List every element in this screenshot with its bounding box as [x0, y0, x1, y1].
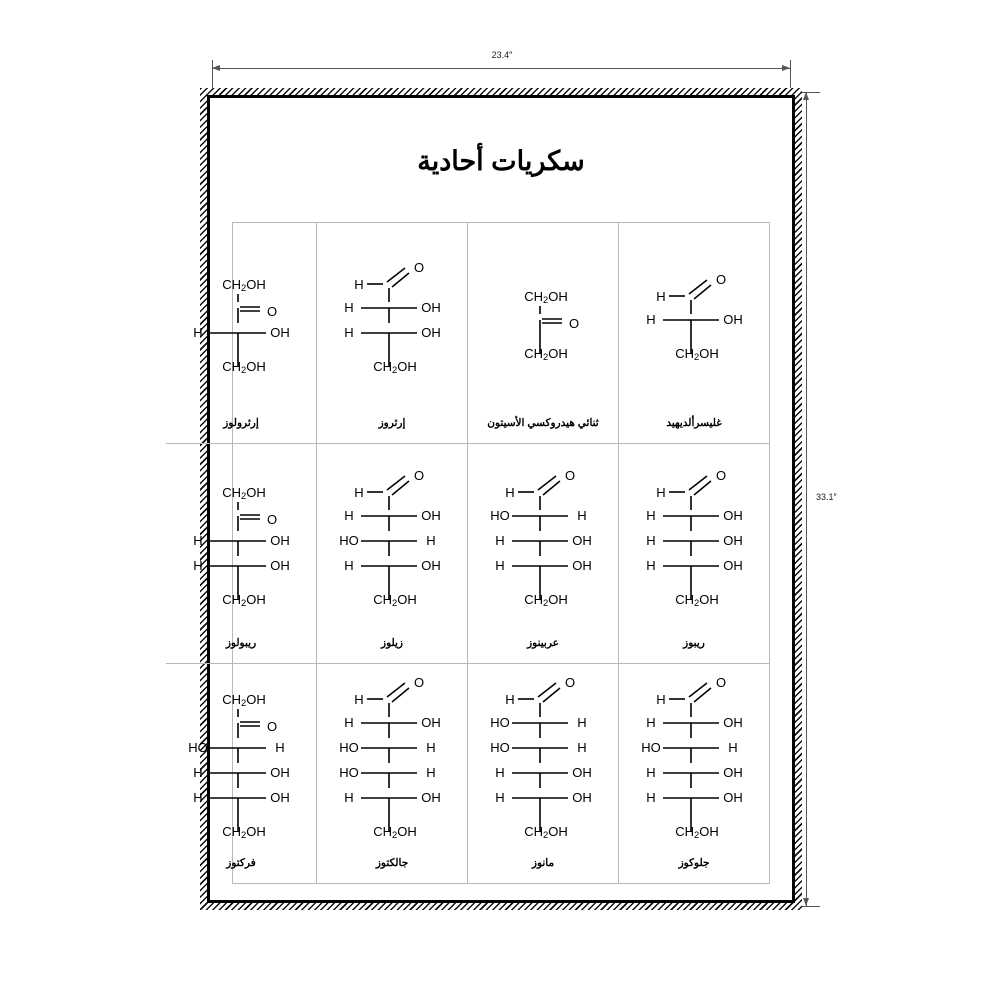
- molecule-structure: [468, 444, 618, 637]
- bond-carbonyl-a: [387, 268, 405, 282]
- substituent-right: OH: [270, 557, 290, 573]
- molecule-structure: [166, 444, 316, 637]
- molecule-structure: [166, 664, 316, 857]
- molecule-cell: [467, 443, 618, 663]
- molecule-structure: [317, 664, 467, 857]
- substituent-right: OH: [572, 532, 592, 548]
- substituent-right: OH: [572, 790, 592, 806]
- molecule-name-label: مانوز: [531, 857, 555, 870]
- atom-h-top: H: [354, 692, 364, 708]
- atom-o-carbonyl: O: [564, 469, 576, 483]
- substituent-right: OH: [723, 507, 743, 523]
- substituent-right: OH: [270, 790, 290, 806]
- bond-carbonyl-a: [689, 683, 707, 697]
- molecule-structure: [619, 664, 769, 857]
- group-ch2oh-bottom: CH2OH: [524, 591, 568, 608]
- substituent-left: HO: [339, 740, 359, 756]
- molecule-cell: [166, 443, 316, 663]
- molecule-structure: [317, 223, 467, 417]
- substituent-left: H: [193, 765, 203, 781]
- atom-h-top: H: [656, 484, 666, 500]
- substituent-right: OH: [723, 715, 743, 731]
- fischer-projection: [317, 470, 467, 612]
- group-ch2oh-bottom: CH2OH: [373, 591, 417, 608]
- substituent-right: OH: [421, 507, 441, 523]
- molecule-name-label: ريبولوز: [225, 637, 257, 650]
- height-dimension-label: 33.1″: [816, 492, 837, 502]
- substituent-left: H: [193, 324, 203, 340]
- group-ch2oh-bottom: CH2OH: [222, 824, 266, 841]
- dimension-tick-right: [790, 60, 791, 90]
- molecule-name-label: جالكتوز: [375, 857, 409, 870]
- atom-o-keto: O: [266, 719, 278, 735]
- substituent-left: HO: [339, 765, 359, 781]
- molecule-structure: [166, 223, 316, 417]
- substituent-left: H: [495, 790, 505, 806]
- molecule-structure: [468, 223, 618, 417]
- substituent-right: OH: [270, 765, 290, 781]
- atom-o-carbonyl: O: [564, 677, 576, 691]
- molecule-cell: [316, 443, 467, 663]
- fischer-projection: [166, 262, 316, 379]
- atom-h-top: H: [656, 692, 666, 708]
- substituent-right: H: [275, 740, 285, 756]
- substituent-right: OH: [723, 312, 743, 328]
- substituent-right: OH: [572, 557, 592, 573]
- substituent-left: H: [495, 765, 505, 781]
- substituent-right: OH: [270, 532, 290, 548]
- substituent-right: H: [426, 740, 436, 756]
- bond-carbonyl-b: [392, 273, 409, 287]
- substituent-right: OH: [723, 790, 743, 806]
- molecule-cell: [166, 663, 316, 883]
- poster-canvas: [188, 98, 792, 900]
- bond-carbonyl-a: [538, 683, 556, 697]
- substituent-left: H: [193, 790, 203, 806]
- fischer-projection: [468, 470, 618, 612]
- substituent-right: OH: [723, 532, 743, 548]
- group-ch2oh-bottom: CH2OH: [675, 591, 719, 608]
- atom-o-carbonyl: O: [715, 469, 727, 483]
- molecule-cell: [618, 663, 769, 883]
- fischer-projection: [619, 274, 769, 366]
- substituent-left: H: [344, 507, 354, 523]
- molecule-cell: [166, 223, 316, 443]
- substituent-right: H: [426, 532, 436, 548]
- substituent-right: H: [728, 740, 738, 756]
- molecule-name-label: إرثروز: [378, 417, 406, 430]
- bond-carbonyl-b: [543, 688, 560, 702]
- substituent-left: H: [646, 312, 656, 328]
- group-ch2oh-top: CH2OH: [222, 692, 266, 709]
- substituent-right: OH: [421, 299, 441, 315]
- molecule-cell: [316, 663, 467, 883]
- substituent-right: OH: [421, 715, 441, 731]
- width-dimension-line: [212, 68, 790, 69]
- bond-carbonyl-b: [392, 481, 409, 495]
- substituent-right: OH: [723, 557, 743, 573]
- substituent-left: H: [646, 765, 656, 781]
- substituent-left: H: [193, 532, 203, 548]
- group-ch2oh-bottom: CH2OH: [222, 591, 266, 608]
- substituent-left: H: [193, 557, 203, 573]
- fischer-projection: [317, 262, 467, 379]
- bond-carbonyl-a: [689, 280, 707, 294]
- bond-carbonyl-a: [387, 476, 405, 490]
- molecule-name-label: ريبوز: [683, 637, 705, 650]
- molecule-name-label: عربينوز: [527, 637, 559, 650]
- atom-h-top: H: [354, 276, 364, 292]
- substituent-right: H: [577, 715, 587, 731]
- fischer-projection: [317, 677, 467, 844]
- bond-carbonyl-b: [694, 688, 711, 702]
- atom-o-carbonyl: O: [413, 261, 425, 275]
- substituent-left: H: [344, 299, 354, 315]
- substituent-left: H: [646, 715, 656, 731]
- atom-o-keto: O: [266, 511, 278, 527]
- bond-carbonyl-b: [543, 481, 560, 495]
- substituent-left: H: [646, 790, 656, 806]
- molecule-name-label: فركتوز: [226, 857, 256, 870]
- group-ch2oh-bottom: CH2OH: [524, 824, 568, 841]
- substituent-right: H: [577, 507, 587, 523]
- atom-o-keto: O: [266, 303, 278, 319]
- substituent-right: OH: [572, 765, 592, 781]
- atom-o-carbonyl: O: [413, 677, 425, 691]
- atom-o-carbonyl: O: [715, 677, 727, 691]
- group-ch2oh-top: CH2OH: [222, 484, 266, 501]
- molecule-cell: [316, 223, 467, 443]
- substituent-left: HO: [490, 740, 510, 756]
- group-ch2oh-bottom: CH2OH: [524, 346, 568, 363]
- substituent-right: OH: [421, 324, 441, 340]
- fischer-projection: [166, 470, 316, 612]
- bond-carbonyl-b: [392, 688, 409, 702]
- substituent-left: HO: [490, 715, 510, 731]
- bond-carbonyl-a: [689, 476, 707, 490]
- substituent-left: H: [646, 557, 656, 573]
- atom-h-top: H: [656, 289, 666, 305]
- group-ch2oh-bottom: CH2OH: [222, 358, 266, 375]
- molecule-structure: [317, 444, 467, 637]
- molecule-structure: [619, 223, 769, 417]
- group-ch2oh-top: CH2OH: [222, 276, 266, 293]
- molecule-structure: [619, 444, 769, 637]
- substituent-right: OH: [723, 765, 743, 781]
- substituent-right: OH: [421, 557, 441, 573]
- substituent-right: H: [577, 740, 587, 756]
- monosaccharide-grid: [188, 222, 770, 884]
- page-title: سكريات أحادية: [417, 146, 585, 176]
- group-ch2oh-top: CH2OH: [524, 289, 568, 306]
- molecule-name-label: إرثرولوز: [223, 417, 259, 430]
- height-dimension-line: [806, 92, 807, 906]
- molecule-name-label: جلوكوز: [678, 857, 710, 870]
- atom-h-top: H: [354, 484, 364, 500]
- group-ch2oh-bottom: CH2OH: [373, 824, 417, 841]
- substituent-right: OH: [270, 324, 290, 340]
- substituent-left: HO: [641, 740, 661, 756]
- molecule-name-label: غليسرألديهيد: [666, 417, 722, 430]
- bond-carbonyl-a: [538, 476, 556, 490]
- atom-o-carbonyl: O: [413, 469, 425, 483]
- fischer-projection: [468, 677, 618, 844]
- substituent-left: H: [344, 557, 354, 573]
- substituent-left: HO: [339, 532, 359, 548]
- atom-o-carbonyl: O: [715, 274, 727, 288]
- molecule-structure: [468, 664, 618, 857]
- substituent-right: H: [426, 765, 436, 781]
- bond-carbonyl-b: [694, 481, 711, 495]
- molecule-cell: [467, 223, 618, 443]
- atom-h-top: H: [505, 692, 515, 708]
- atom-o-keto: O: [568, 316, 580, 332]
- substituent-left: HO: [188, 740, 208, 756]
- group-ch2oh-bottom: CH2OH: [373, 358, 417, 375]
- group-ch2oh-bottom: CH2OH: [675, 346, 719, 363]
- fischer-projection: [619, 470, 769, 612]
- fischer-projection: [166, 677, 316, 844]
- substituent-left: H: [344, 790, 354, 806]
- fischer-projection: [619, 677, 769, 844]
- group-ch2oh-bottom: CH2OH: [675, 824, 719, 841]
- substituent-left: H: [495, 557, 505, 573]
- substituent-left: H: [646, 532, 656, 548]
- substituent-left: HO: [490, 507, 510, 523]
- substituent-left: H: [344, 324, 354, 340]
- molecule-cell: [618, 223, 769, 443]
- substituent-left: H: [344, 715, 354, 731]
- molecule-name-label: ثنائي هيدروكسي الأسيتون: [487, 417, 599, 430]
- molecule-cell: [467, 663, 618, 883]
- substituent-right: OH: [421, 790, 441, 806]
- atom-h-top: H: [505, 484, 515, 500]
- fischer-projection: [468, 274, 618, 366]
- substituent-left: H: [646, 507, 656, 523]
- molecule-name-label: زيلوز: [381, 637, 403, 650]
- width-dimension-label: 23.4″: [491, 50, 513, 60]
- substituent-left: H: [495, 532, 505, 548]
- bond-carbonyl-b: [694, 285, 711, 299]
- bond-carbonyl-a: [387, 683, 405, 697]
- molecule-cell: [618, 443, 769, 663]
